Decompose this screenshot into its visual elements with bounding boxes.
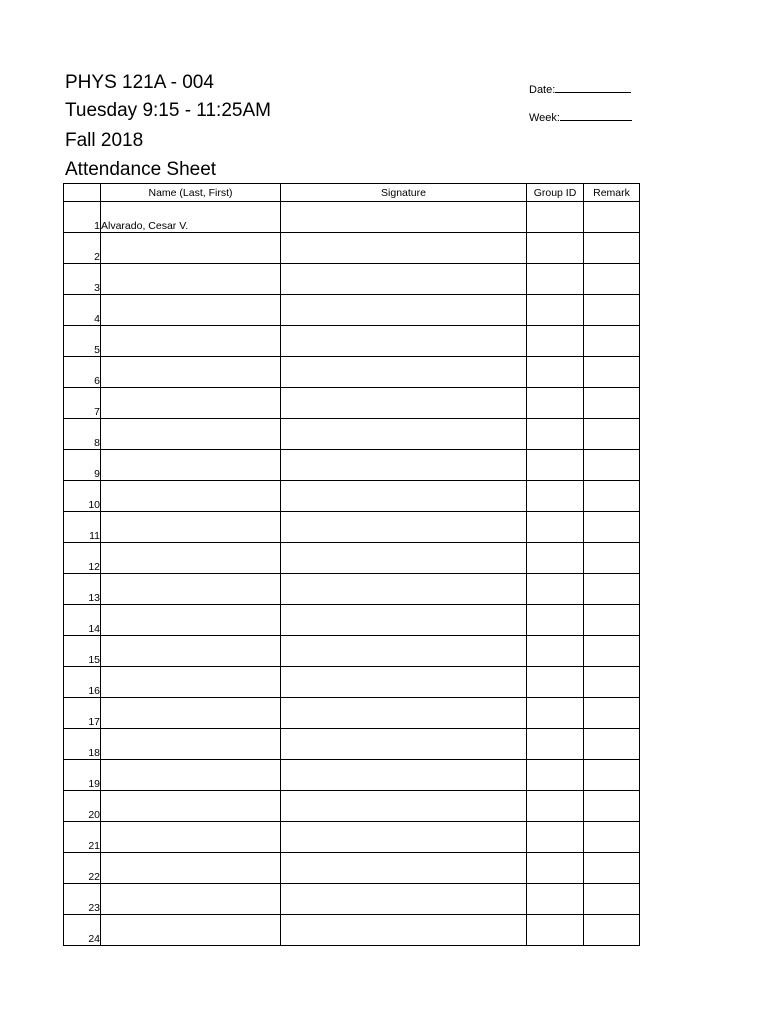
table-row (64, 512, 640, 543)
group-id-cell[interactable] (527, 450, 584, 481)
signature-cell[interactable] (281, 512, 527, 543)
signature-cell[interactable] (281, 884, 527, 915)
name-cell[interactable] (101, 698, 281, 729)
remark-cell[interactable] (584, 605, 640, 636)
table-row (64, 543, 640, 574)
signature-cell[interactable] (281, 295, 527, 326)
signature-cell[interactable] (281, 233, 527, 264)
week-label: Week: (529, 112, 560, 124)
signature-cell[interactable] (281, 605, 527, 636)
column-header-group-id: Group ID (527, 184, 584, 202)
table-row (64, 884, 640, 915)
name-cell[interactable] (101, 357, 281, 388)
table-row (64, 791, 640, 822)
table-row (64, 326, 640, 357)
group-id-cell[interactable] (527, 698, 584, 729)
remark-cell[interactable] (584, 698, 640, 729)
remark-cell[interactable] (584, 636, 640, 667)
name-cell[interactable] (101, 543, 281, 574)
sheet-title: Attendance Sheet (65, 159, 217, 180)
name-cell[interactable] (101, 853, 281, 884)
signature-cell[interactable] (281, 760, 527, 791)
row-number: 5 (64, 326, 101, 357)
signature-cell[interactable] (281, 326, 527, 357)
signature-cell[interactable] (281, 915, 527, 946)
group-id-cell[interactable] (527, 915, 584, 946)
remark-cell[interactable] (584, 264, 640, 295)
signature-cell[interactable] (281, 357, 527, 388)
group-id-cell[interactable] (527, 822, 584, 853)
remark-cell[interactable] (584, 233, 640, 264)
remark-cell[interactable] (584, 667, 640, 698)
remark-cell[interactable] (584, 853, 640, 884)
signature-cell[interactable] (281, 450, 527, 481)
course-title: PHYS 121A - 004 (65, 72, 214, 93)
name-cell[interactable] (101, 791, 281, 822)
table-row (64, 264, 640, 295)
row-number: 19 (64, 760, 101, 791)
name-cell[interactable] (101, 512, 281, 543)
remark-cell[interactable] (584, 202, 640, 233)
row-number: 16 (64, 667, 101, 698)
table-row (64, 729, 640, 760)
group-id-cell[interactable] (527, 388, 584, 419)
row-number: 8 (64, 419, 101, 450)
remark-cell[interactable] (584, 791, 640, 822)
group-id-cell[interactable] (527, 636, 584, 667)
row-number: 18 (64, 729, 101, 760)
signature-cell[interactable] (281, 698, 527, 729)
row-number: 3 (64, 264, 101, 295)
signature-cell[interactable] (281, 791, 527, 822)
remark-cell[interactable] (584, 822, 640, 853)
table-header-row (64, 184, 640, 202)
date-field[interactable] (529, 83, 631, 96)
row-number: 21 (64, 822, 101, 853)
group-id-cell[interactable] (527, 419, 584, 450)
group-id-cell[interactable] (527, 295, 584, 326)
name-cell[interactable] (101, 636, 281, 667)
column-header-number (64, 184, 101, 202)
signature-cell[interactable] (281, 822, 527, 853)
table-row (64, 915, 640, 946)
row-number: 7 (64, 388, 101, 419)
group-id-cell[interactable] (527, 853, 584, 884)
remark-cell[interactable] (584, 915, 640, 946)
row-number: 6 (64, 357, 101, 388)
row-number: 15 (64, 636, 101, 667)
row-number: 17 (64, 698, 101, 729)
table-row (64, 481, 640, 512)
group-id-cell[interactable] (527, 481, 584, 512)
remark-cell[interactable] (584, 419, 640, 450)
row-number: 10 (64, 481, 101, 512)
signature-cell[interactable] (281, 636, 527, 667)
row-number: 24 (64, 915, 101, 946)
name-cell[interactable] (101, 667, 281, 698)
group-id-cell[interactable] (527, 667, 584, 698)
attendance-table (63, 183, 640, 946)
column-header-name: Name (Last, First) (101, 184, 281, 202)
signature-cell[interactable] (281, 543, 527, 574)
signature-cell[interactable] (281, 729, 527, 760)
name-cell[interactable] (101, 884, 281, 915)
signature-cell[interactable] (281, 264, 527, 295)
signature-cell[interactable] (281, 574, 527, 605)
table-row (64, 450, 640, 481)
name-cell[interactable] (101, 481, 281, 512)
remark-cell[interactable] (584, 388, 640, 419)
table-row (64, 760, 640, 791)
name-cell[interactable] (101, 822, 281, 853)
row-number: 12 (64, 543, 101, 574)
date-blank-line[interactable] (555, 83, 631, 93)
group-id-cell[interactable] (527, 264, 584, 295)
table-row (64, 853, 640, 884)
group-id-cell[interactable] (527, 574, 584, 605)
class-schedule: Tuesday 9:15 - 11:25AM (65, 100, 271, 121)
table-row (64, 388, 640, 419)
name-cell[interactable]: Alvarado, Cesar V. (101, 202, 281, 233)
group-id-cell[interactable] (527, 512, 584, 543)
row-number: 4 (64, 295, 101, 326)
name-cell[interactable] (101, 450, 281, 481)
signature-cell[interactable] (281, 202, 527, 233)
remark-cell[interactable] (584, 326, 640, 357)
column-header-signature: Signature (281, 184, 527, 202)
week-field[interactable] (529, 111, 632, 124)
table-row (64, 822, 640, 853)
remark-cell[interactable] (584, 760, 640, 791)
name-cell[interactable] (101, 915, 281, 946)
table-row (64, 233, 640, 264)
table-row (64, 419, 640, 450)
signature-cell[interactable] (281, 419, 527, 450)
group-id-cell[interactable] (527, 729, 584, 760)
remark-cell[interactable] (584, 357, 640, 388)
row-number: 20 (64, 791, 101, 822)
remark-cell[interactable] (584, 729, 640, 760)
table-row (64, 357, 640, 388)
group-id-cell[interactable] (527, 543, 584, 574)
column-header-remark: Remark (584, 184, 640, 202)
group-id-cell[interactable] (527, 760, 584, 791)
row-number: 1 (64, 202, 101, 233)
name-cell[interactable] (101, 729, 281, 760)
name-cell[interactable] (101, 264, 281, 295)
remark-cell[interactable] (584, 884, 640, 915)
term: Fall 2018 (65, 130, 144, 151)
group-id-cell[interactable] (527, 884, 584, 915)
row-number: 13 (64, 574, 101, 605)
date-label: Date: (529, 84, 556, 96)
name-cell[interactable] (101, 419, 281, 450)
signature-cell[interactable] (281, 481, 527, 512)
name-cell[interactable] (101, 233, 281, 264)
name-cell[interactable] (101, 295, 281, 326)
row-number: 22 (64, 853, 101, 884)
name-cell[interactable] (101, 574, 281, 605)
remark-cell[interactable] (584, 295, 640, 326)
table-row (64, 574, 640, 605)
row-number: 2 (64, 233, 101, 264)
name-cell[interactable] (101, 760, 281, 791)
table-row (64, 605, 640, 636)
group-id-cell[interactable] (527, 326, 584, 357)
signature-cell[interactable] (281, 388, 527, 419)
name-cell[interactable] (101, 326, 281, 357)
table-row (64, 636, 640, 667)
group-id-cell[interactable] (527, 357, 584, 388)
group-id-cell[interactable] (527, 202, 584, 233)
table-row (64, 698, 640, 729)
row-number: 11 (64, 512, 101, 543)
group-id-cell[interactable] (527, 791, 584, 822)
table-row (64, 295, 640, 326)
remark-cell[interactable] (584, 574, 640, 605)
row-number: 23 (64, 884, 101, 915)
name-cell[interactable] (101, 605, 281, 636)
remark-cell[interactable] (584, 512, 640, 543)
signature-cell[interactable] (281, 853, 527, 884)
signature-cell[interactable] (281, 667, 527, 698)
remark-cell[interactable] (584, 543, 640, 574)
group-id-cell[interactable] (527, 233, 584, 264)
remark-cell[interactable] (584, 450, 640, 481)
remark-cell[interactable] (584, 481, 640, 512)
name-cell[interactable] (101, 388, 281, 419)
table-row (64, 202, 640, 233)
week-blank-line[interactable] (560, 111, 632, 121)
table-row (64, 667, 640, 698)
row-number: 9 (64, 450, 101, 481)
group-id-cell[interactable] (527, 605, 584, 636)
row-number: 14 (64, 605, 101, 636)
